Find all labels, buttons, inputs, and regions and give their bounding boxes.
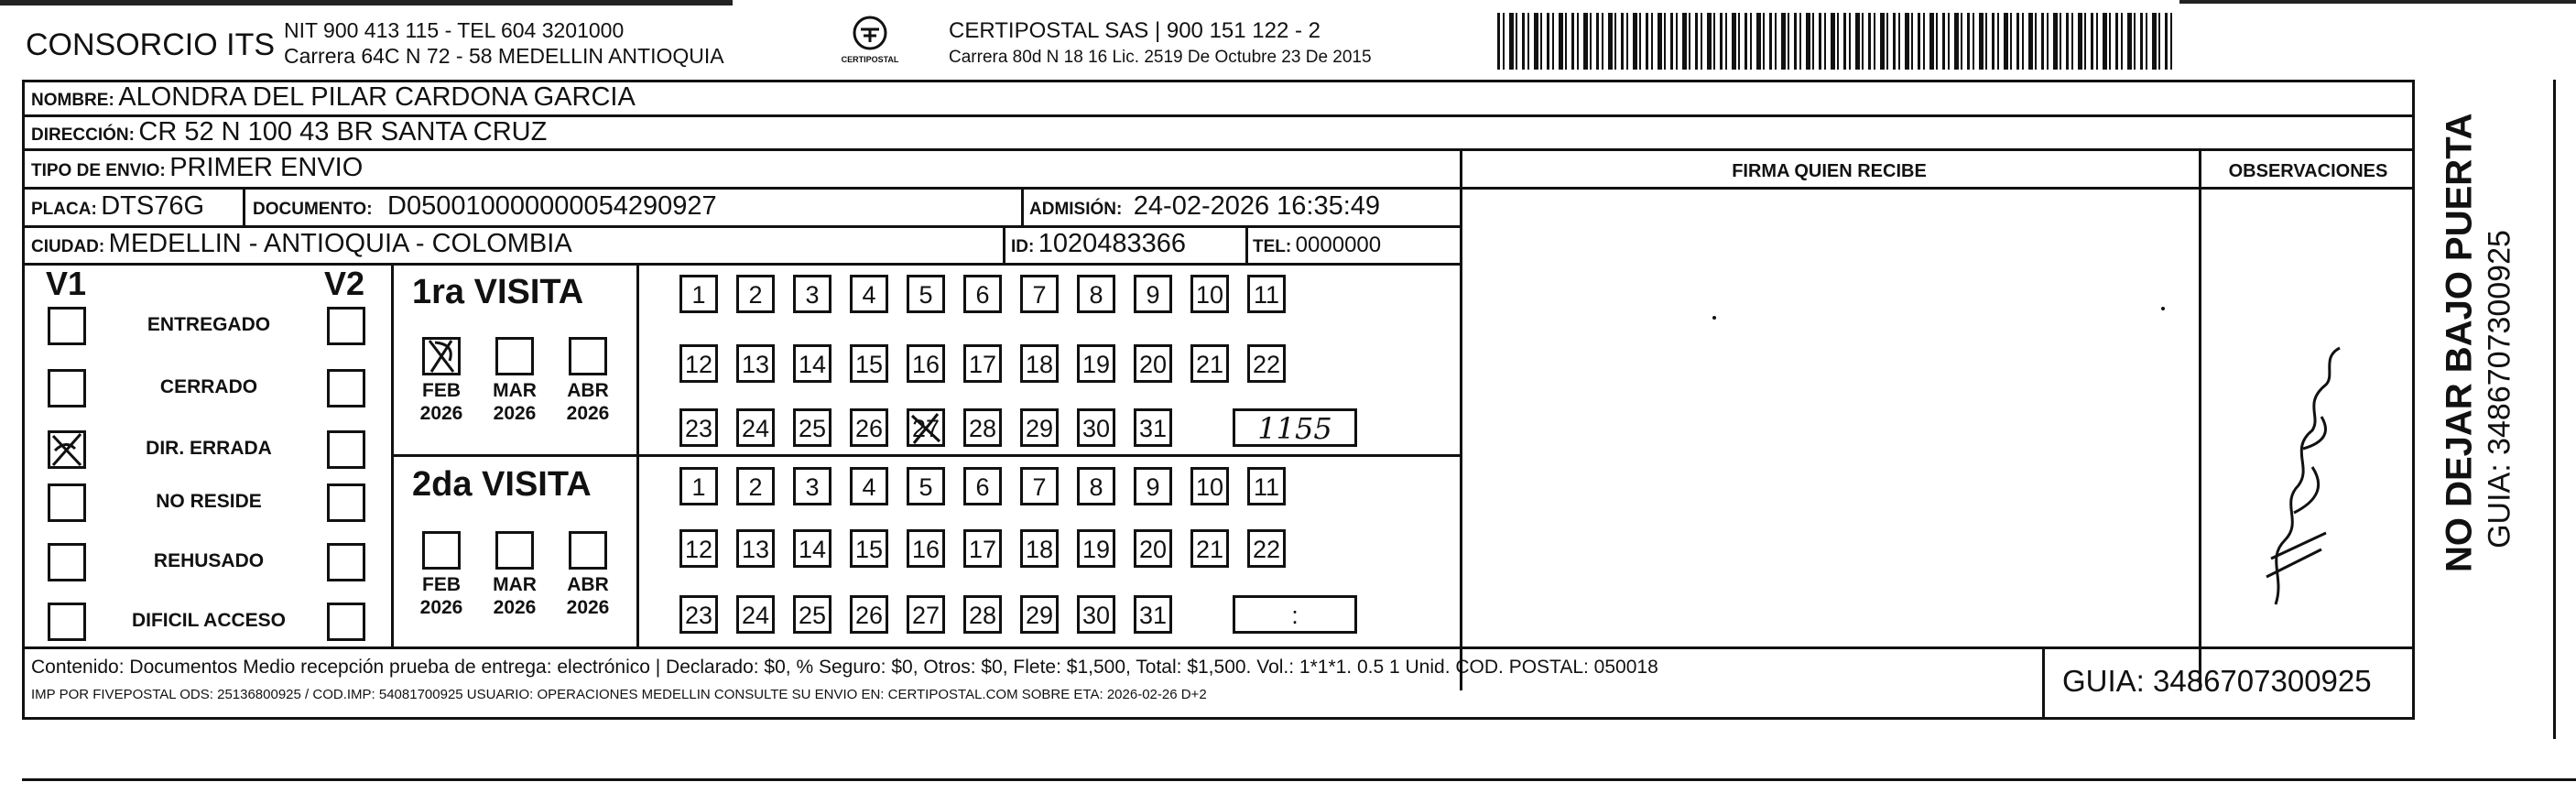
day-number: 6 [975,281,990,309]
second-visit-month-checkbox[interactable] [495,531,534,570]
documento-field [253,191,717,222]
v1-checkbox[interactable] [48,603,86,641]
first-visit-day[interactable] [963,408,1002,447]
second-visit-month-label [409,573,473,619]
second-visit-day[interactable] [736,595,775,634]
day-number: 29 [1025,602,1054,629]
placa-field [31,191,204,222]
v2-checkbox[interactable] [327,369,365,407]
day-number: 27 [911,602,940,629]
tipo-envio-field [31,153,363,183]
day-number: 19 [1081,536,1111,563]
day-number: 19 [1081,351,1111,378]
day-number: 12 [684,351,713,378]
first-visit-month-checkbox[interactable] [569,337,607,375]
top-edge-shadow [0,0,733,5]
second-visit-day[interactable] [1134,529,1172,568]
day-number: 14 [798,351,827,378]
first-visit-day[interactable] [850,275,888,313]
month-year: 2026 [493,403,537,424]
day-number: 13 [741,351,770,378]
logo-caption: CERTIPOSTAL [841,55,899,64]
day-number: 7 [1032,473,1047,501]
first-visit-day[interactable] [679,344,718,383]
side-guia: GUIA: 3486707300925 [2482,230,2517,549]
month-year: 2026 [419,403,463,424]
day-number: 31 [1138,602,1168,629]
day-number: 25 [798,415,827,442]
day-number: 16 [911,351,940,378]
month-year: 2026 [419,597,463,618]
day-number: 1 [691,281,706,309]
month-name: MAR [493,380,537,401]
status-label: REHUSADO [153,550,265,571]
id-value: 1020483366 [1038,229,1187,258]
day-number: 23 [684,415,713,442]
v2-checkbox[interactable] [327,430,365,469]
carrier-name: CERTIPOSTAL SAS | 900 151 122 - 2 [949,18,1321,43]
second-visit-day[interactable] [1020,595,1059,634]
status-label: ENTREGADO [147,314,271,335]
first-visit-day[interactable] [907,275,945,313]
month-name: ABR [567,574,609,595]
day-number: 3 [805,473,820,501]
handwritten-signature [2248,330,2367,632]
company-address: Carrera 64C N 72 - 58 MEDELLIN ANTIOQUIA [284,44,724,68]
first-visit-day[interactable] [793,408,831,447]
day-number: 28 [968,602,997,629]
day-number: 12 [684,536,713,563]
tel-label: TEL: [1253,237,1292,256]
v1-checkbox[interactable] [48,483,86,522]
day-number: 10 [1195,281,1224,309]
first-visit-day[interactable] [1020,344,1059,383]
direccion-value: CR 52 N 100 43 BR SANTA CRUZ [138,117,548,147]
side-warning: NO DEJAR BAJO PUERTA [2439,113,2480,572]
v1-checkbox[interactable] [48,369,86,407]
day-number: 9 [1146,473,1160,501]
day-number: 21 [1195,536,1224,563]
second-visit-day[interactable] [1134,467,1172,505]
first-visit-title: 1ra VISITA [412,273,584,311]
first-visit-month-checkbox[interactable] [422,337,461,375]
day-number: 24 [741,602,770,629]
second-visit-day[interactable] [793,467,831,505]
day-number: 1 [691,473,706,501]
first-visit-day[interactable] [679,408,718,447]
day-number: 28 [968,415,997,442]
tipo-envio-label: TIPO DE ENVIO: [31,161,166,180]
first-visit-day[interactable] [1247,275,1286,313]
first-visit-day[interactable] [736,275,775,313]
month-name: FEB [422,380,461,401]
second-visit-day[interactable] [1247,467,1286,505]
v1-checkbox[interactable] [48,430,86,469]
day-number: 3 [805,281,820,309]
first-visit-day[interactable] [1190,275,1229,313]
first-visit-day[interactable] [1020,275,1059,313]
status-label: NO RESIDE [156,491,262,512]
day-number: 25 [798,602,827,629]
day-number: 15 [854,351,884,378]
day-number: 10 [1195,473,1224,501]
day-number: 22 [1252,536,1281,563]
barcode [1497,13,2175,70]
second-visit-day[interactable] [679,595,718,634]
ciudad-label: CIUDAD: [31,237,105,256]
day-number: 21 [1195,351,1224,378]
second-visit-day[interactable] [736,467,775,505]
observaciones-header: OBSERVACIONES [2228,161,2388,181]
company-nit-tel: NIT 900 413 115 - TEL 604 3201000 [284,18,625,42]
first-visit-day[interactable] [1020,408,1059,447]
first-visit-day[interactable] [1190,344,1229,383]
first-visit-day[interactable] [1077,408,1115,447]
second-visit-day[interactable] [907,529,945,568]
direccion-field [31,117,547,147]
id-field [1011,229,1186,259]
day-number: 6 [975,473,990,501]
first-visit-day[interactable] [1247,344,1286,383]
v1-checkbox[interactable] [48,543,86,581]
second-visit-day[interactable] [907,467,945,505]
first-visit-day[interactable] [850,344,888,383]
placa-value: DTS76G [101,191,205,221]
placa-label: PLACA: [31,200,97,219]
second-visit-day[interactable] [1247,529,1286,568]
day-number: 20 [1138,536,1168,563]
second-visit-day[interactable] [679,467,718,505]
first-visit-day[interactable] [1077,275,1115,313]
v2-checkbox[interactable] [327,307,365,345]
day-number: 17 [968,351,997,378]
day-number: 23 [684,602,713,629]
day-number: 16 [911,536,940,563]
first-visit-day[interactable] [907,344,945,383]
second-visit-day[interactable] [850,529,888,568]
firma-header: FIRMA QUIEN RECIBE [1732,161,1927,181]
footer-contenido: Contenido: Documentos Medio recepción prueba de entrega: electrónico | Declarado: $0, % Seguro: $0, Otros: $0, Flete: $1,500, Total: $1,500. Vol.: 1*1*1. 0.5 1 Unid. COD. POSTAL: 050018 [31,657,1658,678]
first-visit-day[interactable] [1134,344,1172,383]
second-visit-day[interactable] [963,595,1002,634]
second-visit-day[interactable] [679,529,718,568]
documento-value: D050010000000054290927 [387,191,717,221]
right-edge-line [2553,80,2556,739]
second-visit-day[interactable] [907,595,945,634]
day-number: 30 [1081,415,1111,442]
v1-label: V1 [46,265,87,302]
first-visit-day[interactable] [850,408,888,447]
day-number: 22 [1252,351,1281,378]
footer-imp: IMP POR FIVEPOSTAL ODS: 25136800925 / COD.IMP: 54081700925 USUARIO: OPERACIONES MEDELLIN CONSULTE SU ENVIO EN: CERTIPOSTAL.COM SOBRE ETA: 2026-02-26 D+2 [31,687,1207,702]
status-label: DIR. ERRADA [146,438,272,459]
v2-checkbox[interactable] [327,603,365,641]
month-name: ABR [567,380,609,401]
first-visit-month-label [409,379,473,425]
second-visit-day[interactable] [1077,595,1115,634]
admision-field [1029,191,1380,222]
admision-label: ADMISIÓN: [1029,200,1123,219]
nombre-value: ALONDRA DEL PILAR CARDONA GARCIA [118,82,636,112]
v2-checkbox[interactable] [327,543,365,581]
second-visit-day[interactable] [850,595,888,634]
day-number: 18 [1025,536,1054,563]
day-number: 13 [741,536,770,563]
day-number: 7 [1032,281,1047,309]
day-number: 14 [798,536,827,563]
day-number: 20 [1138,351,1168,378]
second-visit-day[interactable] [963,529,1002,568]
first-visit-day[interactable] [736,344,775,383]
tel-field [1253,233,1381,258]
day-number: 30 [1081,602,1111,629]
day-number: 5 [918,473,933,501]
first-visit-day[interactable] [963,344,1002,383]
documento-label: DOCUMENTO: [253,200,373,219]
second-visit-day[interactable] [1190,529,1229,568]
day-number: 15 [854,536,884,563]
day-number: 11 [1253,473,1280,501]
day-number: 17 [968,536,997,563]
second-visit-time-box[interactable]: : [1233,595,1357,634]
first-visit-day[interactable] [679,275,718,313]
second-visit-day[interactable] [1020,529,1059,568]
first-visit-month-checkbox[interactable] [495,337,534,375]
v1-checkbox[interactable] [48,307,86,345]
day-number: 31 [1138,415,1168,442]
second-visit-day[interactable] [793,595,831,634]
ciudad-field [31,229,572,259]
first-visit-month-label [556,379,620,425]
direccion-label: DIRECCIÓN: [31,125,135,145]
ciudad-value: MEDELLIN - ANTIOQUIA - COLOMBIA [108,229,572,258]
second-visit-title: 2da VISITA [412,465,592,504]
status-label: CERRADO [159,376,258,397]
carrier-license: Carrera 80d N 18 16 Lic. 2519 De Octubre 23 De 2015 [949,48,1372,67]
second-visit-day[interactable] [1134,595,1172,634]
bottom-rule [22,778,2576,781]
admision-value: 24-02-2026 16:35:49 [1133,191,1381,221]
second-visit-month-checkbox[interactable] [569,531,607,570]
v2-checkbox[interactable] [327,483,365,522]
first-visit-day[interactable] [793,275,831,313]
day-number: 2 [748,281,763,309]
second-visit-day[interactable] [793,529,831,568]
day-number: 27 [911,415,940,442]
tipo-envio-value: PRIMER ENVIO [169,153,364,182]
nombre-label: NOMBRE: [31,91,114,110]
month-year: 2026 [566,403,610,424]
day-number: 11 [1253,281,1280,309]
day-number: 24 [741,415,770,442]
nombre-field [31,82,636,113]
day-number: 8 [1089,281,1103,309]
second-visit-day[interactable] [1190,467,1229,505]
month-year: 2026 [493,597,537,618]
second-visit-day[interactable] [1020,467,1059,505]
month-name: MAR [493,574,537,595]
speck-dot [2161,307,2165,310]
first-visit-day[interactable] [1134,275,1172,313]
month-year: 2026 [566,597,610,618]
second-visit-day[interactable] [736,529,775,568]
day-number: 4 [862,281,876,309]
first-visit-time-box[interactable]: 1155 [1233,408,1357,447]
v2-label: V2 [324,265,365,302]
second-visit-day[interactable] [1077,467,1115,505]
first-visit-day[interactable] [963,275,1002,313]
day-number: 2 [748,473,763,501]
day-number: 4 [862,473,876,501]
day-number: 8 [1089,473,1103,501]
certipostal-logo [829,13,911,70]
tel-value: 0000000 [1295,233,1382,257]
second-visit-month-checkbox[interactable] [422,531,461,570]
second-visit-month-label [483,573,547,619]
month-name: FEB [422,574,461,595]
day-cross-mark [907,408,945,447]
first-visit-month-label [483,379,547,425]
first-visit-day[interactable] [907,408,945,447]
day-number: 9 [1146,281,1160,309]
second-visit-month-label [556,573,620,619]
day-number: 26 [854,602,884,629]
second-visit-day[interactable] [850,467,888,505]
second-visit-day[interactable] [963,467,1002,505]
company-name: CONSORCIO ITS [26,27,276,62]
day-number: 5 [918,281,933,309]
first-visit-day[interactable] [793,344,831,383]
first-visit-day[interactable] [1077,344,1115,383]
day-number: 18 [1025,351,1054,378]
top-edge-shadow-right [2179,0,2576,4]
day-number: 29 [1025,415,1054,442]
first-visit-day[interactable] [736,408,775,447]
id-label: ID: [1011,237,1035,256]
day-number: 26 [854,415,884,442]
second-visit-day[interactable] [1077,529,1115,568]
speck-dot [1712,316,1716,320]
footer-guia: GUIA: 3486707300925 [2062,664,2372,698]
status-label: DIFICIL ACCESO [131,610,286,631]
first-visit-day[interactable] [1134,408,1172,447]
